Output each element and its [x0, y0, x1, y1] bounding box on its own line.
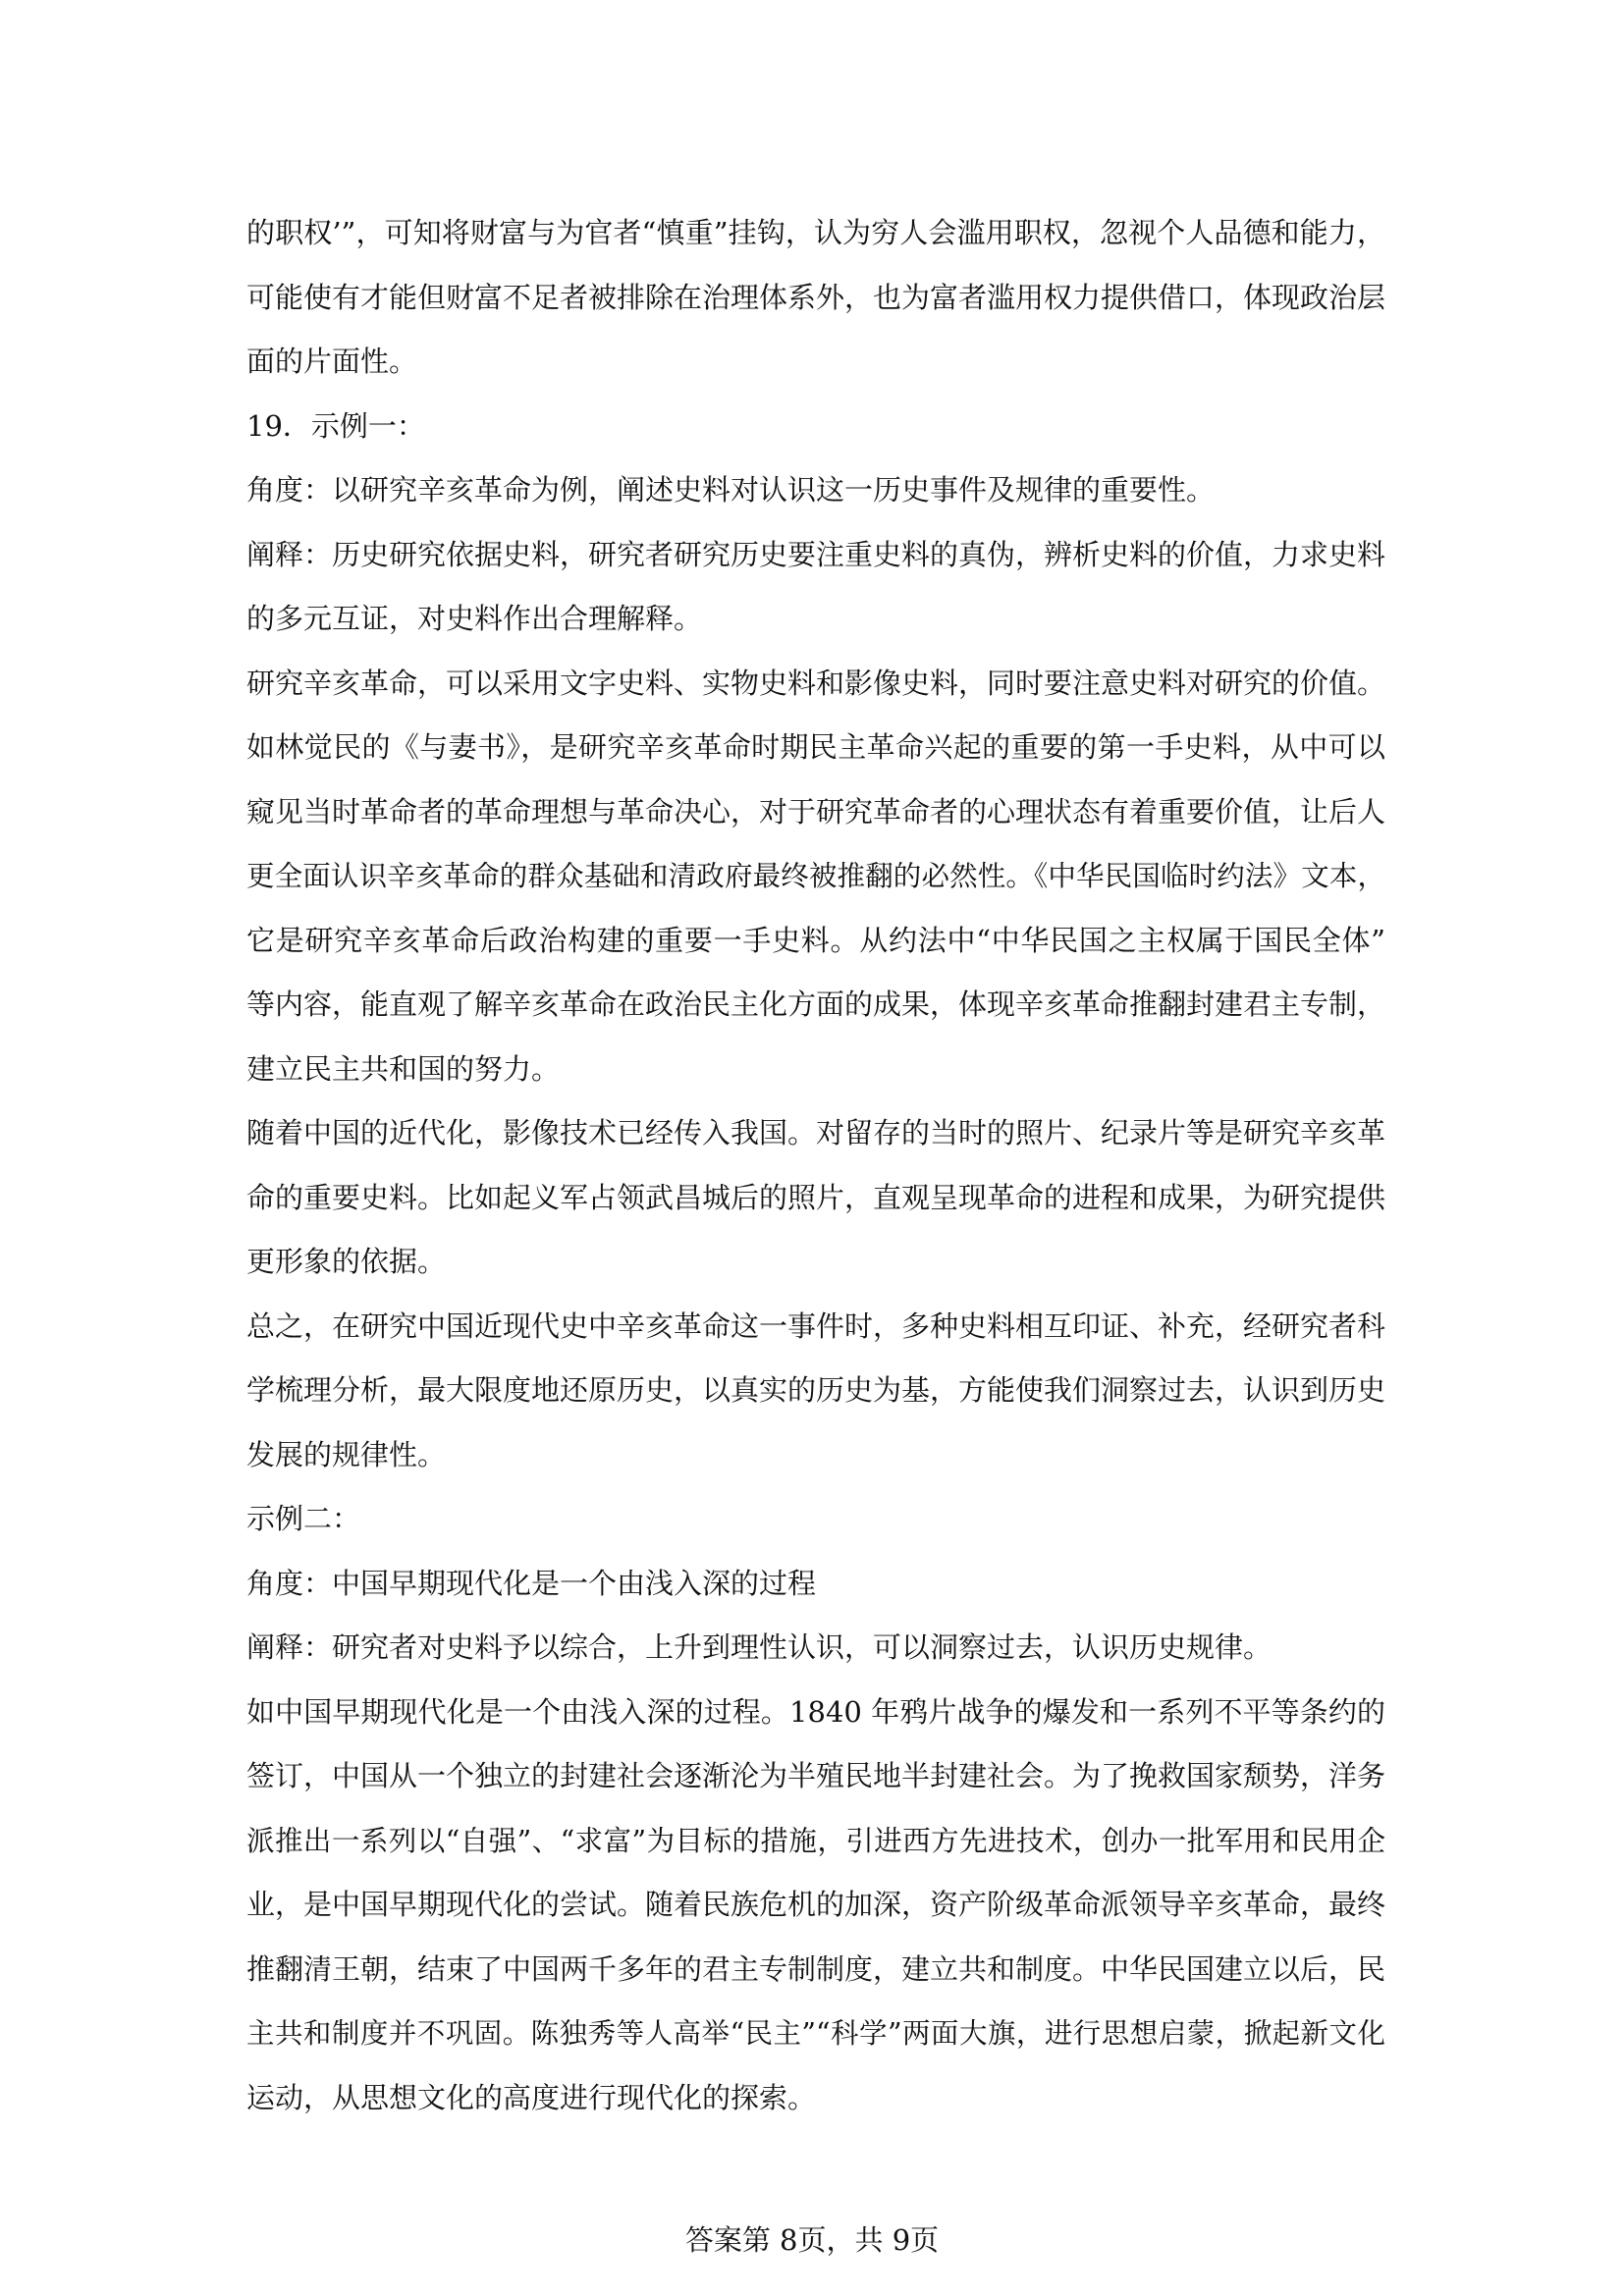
text-line: 学梳理分析，最大限度地还原历史，以真实的历史为基，方能使我们洞察过去，认识到历史	[246, 1373, 1386, 1407]
text-line: 窥见当时革命者的革命理想与革命决心，对于研究革命者的心理状态有着重要价值，让后人	[246, 794, 1386, 828]
text-line: 面的片面性。	[246, 345, 418, 378]
text-line: 如林觉民的《与妻书》，是研究辛亥革命时期民主革命兴起的重要的第一手史料，从中可以	[246, 730, 1385, 764]
text-line: 19．示例一：	[246, 408, 425, 443]
answer-text-body	[246, 201, 1385, 2130]
text-line: 角度：以研究辛亥革命为例，阐述史料对认识这一历史事件及规律的重要性。	[246, 473, 1216, 507]
text-line: 等内容，能直观了解辛亥革命在政治民主化方面的成果，体现辛亥革命推翻封建君主专制，	[246, 988, 1386, 1021]
text-line: 总之，在研究中国近现代史中辛亥革命这一事件时，多种史料相互印证、补充，经研究者科	[246, 1308, 1386, 1343]
text-line: 更形象的依据。	[246, 1245, 447, 1278]
text-line: 随着中国的近代化，影像技术已经传入我国。对留存的当时的照片、纪录片等是研究辛亥革	[246, 1116, 1386, 1149]
text-line: 研究辛亥革命，可以采用文字史料、实物史料和影像史料，同时要注意史料对研究的价值。	[246, 666, 1386, 700]
text-line: 签订，中国从一个独立的封建社会逐渐沦为半殖民地半封建社会。为了挽救国家颓势，洋务	[246, 1759, 1386, 1792]
text-line: 命的重要史料。比如起义军占领武昌城后的照片，直观呈现革命的进程和成果，为研究提供	[246, 1180, 1386, 1214]
page-footer: 答案第 8页，共 9页	[684, 2223, 940, 2257]
text-line: 业，是中国早期现代化的尝试。随着民族危机的加深，资产阶级革命派领导辛亥革命，最终	[246, 1888, 1386, 1921]
text-line: 建立民主共和国的努力。	[246, 1051, 561, 1086]
text-line: 阐释：研究者对史料予以综合，上升到理性认识，可以洞察过去，认识历史规律。	[246, 1630, 1272, 1664]
text-line: 的职权’”，可知将财富与为官者“慎重”挂钩，认为穷人会滥用职权，忽视个人品德和能力，	[246, 216, 1385, 249]
text-line: 推翻清王朝，结束了中国两千多年的君主专制制度，建立共和制度。中华民国建立以后，民	[246, 1951, 1386, 1986]
text-line: 的多元互证，对史料作出合理解释。	[246, 602, 703, 635]
text-line: 如中国早期现代化是一个由浅入深的过程。1840 年鸦片战争的爆发和一系列不平等条约的	[246, 1694, 1385, 1729]
text-line: 它是研究辛亥革命后政治构建的重要一手史料。从约法中“中华民国之主权属于国民全体”	[246, 923, 1385, 957]
text-line: 角度：中国早期现代化是一个由浅入深的过程	[246, 1566, 817, 1600]
text-line: 更全面认识辛亥革命的群众基础和清政府最终被推翻的必然性。《中华民国临时约法》文本，	[246, 860, 1385, 892]
text-line: 运动，从思想文化的高度进行现代化的探索。	[246, 2080, 817, 2114]
text-line: 阐释：历史研究依据史料，研究者研究历史要注重史料的真伪，辨析史料的价值，力求史料	[246, 537, 1386, 571]
text-line: 发展的规律性。	[246, 1437, 447, 1471]
text-line: 派推出一系列以“自强”、“求富”为目标的措施，引进西方先进技术，创办一批军用和民用企	[246, 1824, 1385, 1857]
text-line: 主共和制度并不巩固。陈独秀等人高举“民主”“科学”两面大旗，进行思想启蒙，掀起新文化	[246, 2017, 1385, 2050]
text-line: 可能使有才能但财富不足者被排除在治理体系外，也为富者滥用权力提供借口，体现政治层	[246, 280, 1386, 314]
text-line: 示例二：	[246, 1502, 361, 1535]
